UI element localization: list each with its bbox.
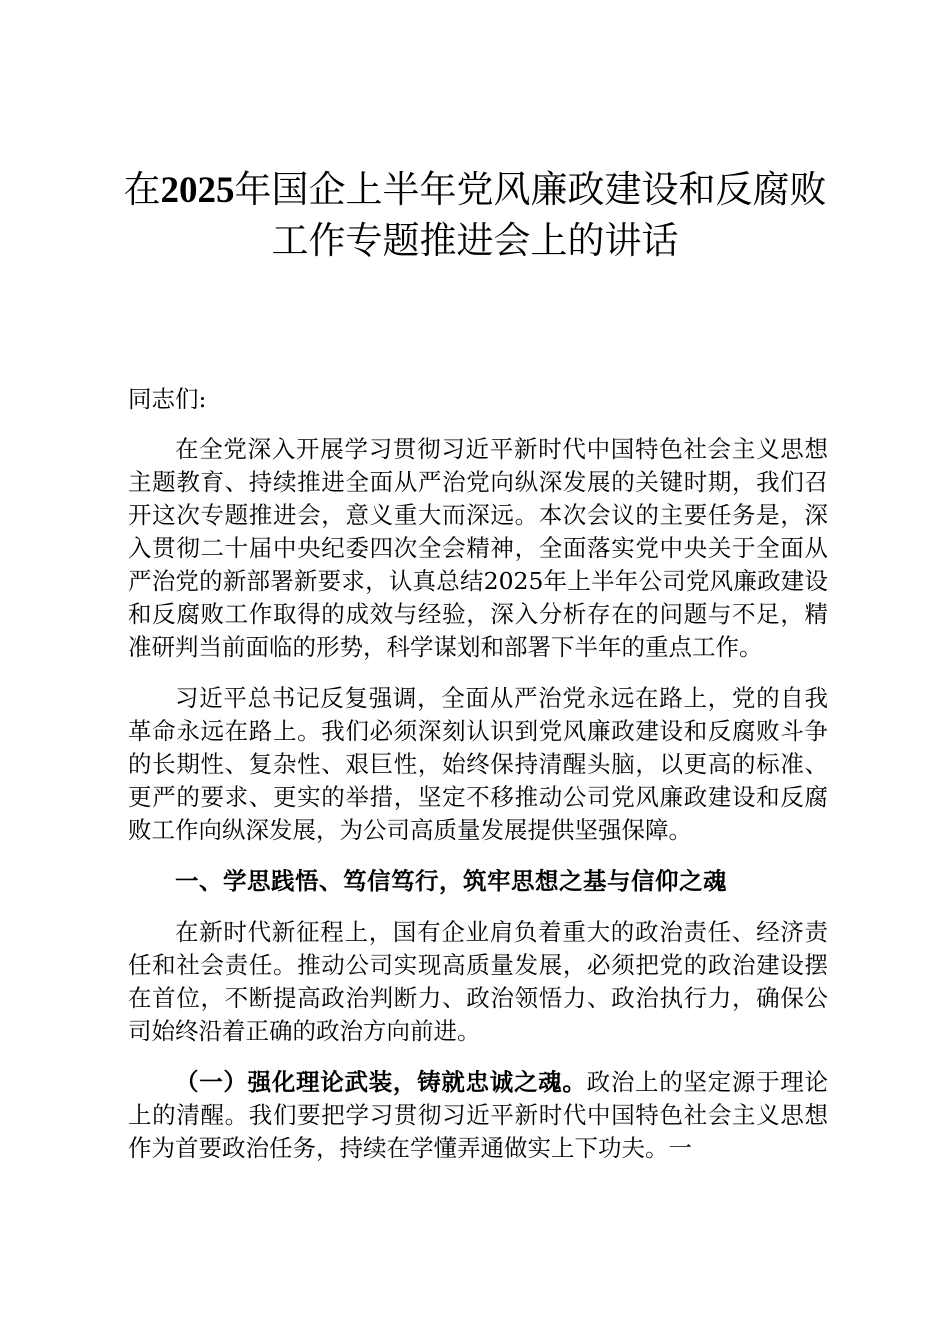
title-prefix: 在 bbox=[123, 168, 161, 211]
document-body bbox=[128, 383, 828, 1183]
section-heading: 一、学思践悟、笃信笃行，筑牢思想之基与信仰之魂 bbox=[175, 867, 727, 895]
intro-paragraph-1: 在全党深入开展学习贯彻习近平新时代中国特色社会主义思想主题教育、持续推进全面从严治党向纵深发展的关键时期，我们召开这次专题推进会，意义重大而深远。本次会议的主要任务是，深入贯彻二十届中央纪委四次全会精神，全面落实党中央关于全面从严治党的新部署新要求，认真总结2025年上半年公司党风廉政建设和反腐败工作取得的成效与经验，深入分析存在的问题与不足，精准研判当前面临的形势，科学谋划和部署下半年的重点工作。 bbox=[128, 435, 828, 661]
subsection-text: 政治上的坚定源于理论上的清醒。我们要把学习贯彻习近平新时代中国特色社会主义思想作为首要政治任务，持续在学懂弄通做实上下功夫。一 bbox=[128, 1068, 829, 1162]
intro-paragraph-2: 习近平总书记反复强调，全面从严治党永远在路上，党的自我革命永远在路上。我们必须深刻认识到党风廉政建设和反腐败斗争的长期性、复杂性、艰巨性，始终保持清醒头脑，以更高的标准、更严的要求、更实的举措，坚定不移推动公司党风廉政建设和反腐败工作向纵深发展，为公司高质量发展提供坚强保障。 bbox=[128, 684, 828, 844]
title-year: 2025 bbox=[160, 170, 235, 211]
document-title bbox=[95, 165, 855, 266]
subsection-paragraph bbox=[128, 1066, 828, 1165]
title-line1-suffix: 年国企上半年党风廉政建设和反腐败 bbox=[234, 168, 827, 211]
greeting: 同志们: bbox=[128, 385, 207, 413]
section-paragraph: 在新时代新征程上，国有企业肩负着重大的政治责任、经济责任和社会责任。推动公司实现高质量发展，必须把党的政治建设摆在首位，不断提高政治判断力、政治领悟力、政治执行力，确保公司始终沿着正确的政治方向前进。 bbox=[128, 918, 828, 1045]
subsection-lead: （一）强化理论武装，铸就忠诚之魂。 bbox=[175, 1068, 587, 1096]
title-line2: 工作专题推进会上的讲话 bbox=[271, 219, 679, 262]
